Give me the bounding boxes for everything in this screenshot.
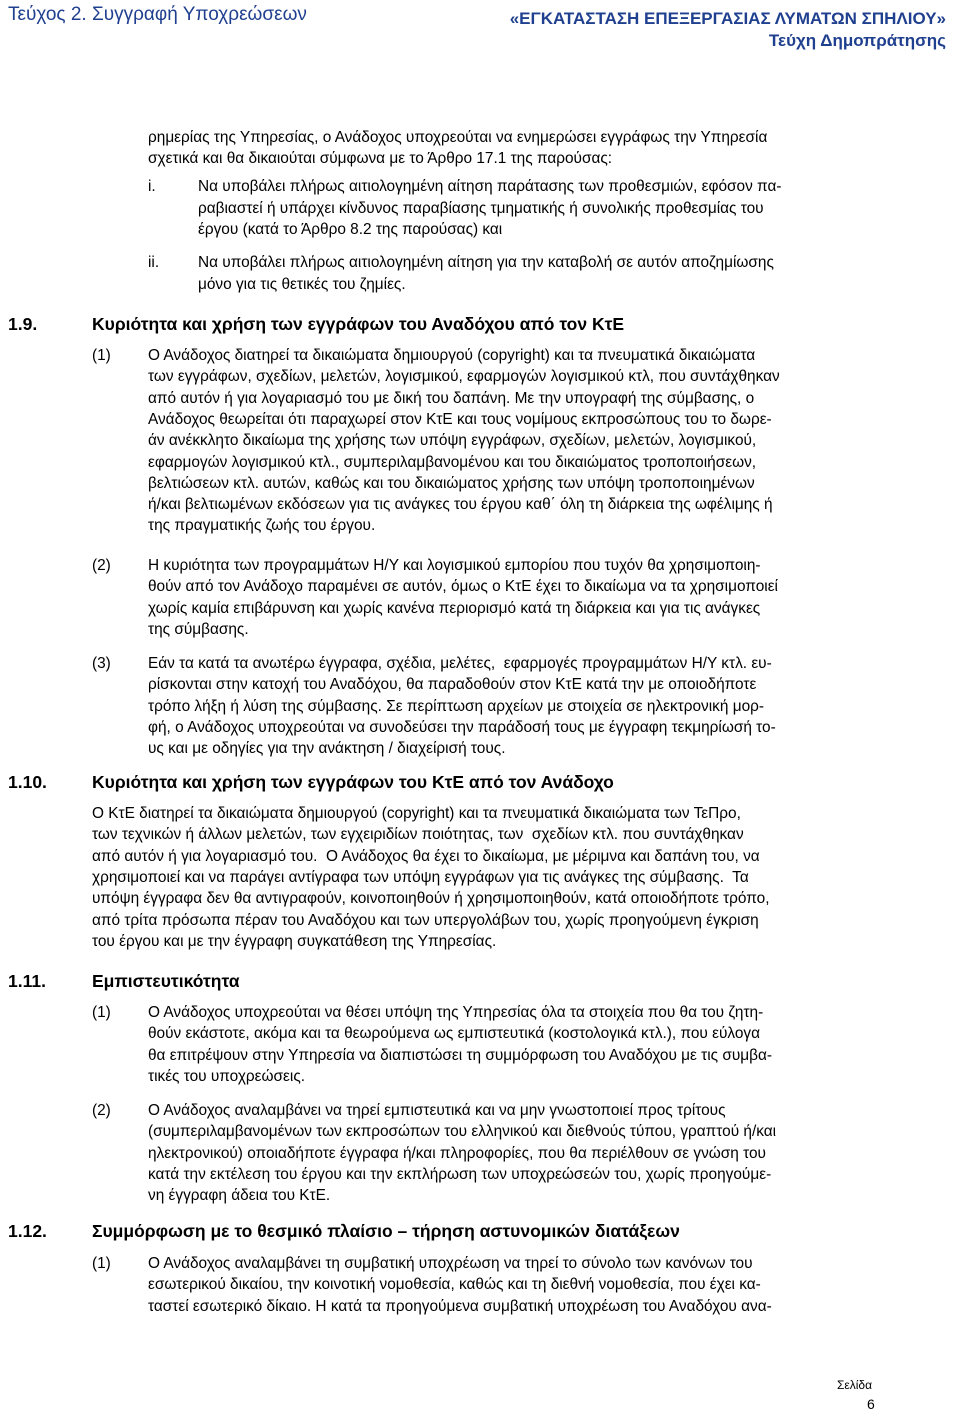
text-line: των εγγράφων, σχεδίων, μελετών, λογισμικού, εφαρμογών λογισμικού κτλ, που συντάχθηκαν [148,368,780,386]
text-line: Ανάδοχος θεωρείται ότι παραχωρεί στον ΚτΕ και τους νομίμους εκπροσώπους του το δωρε- [148,410,772,428]
header-project-title [510,8,946,52]
header-doc-title: Τεύχος 2. Συγγραφή Υποχρεώσεων [8,4,307,25]
paragraph-number: (1) [92,347,111,364]
text-line: ρίσκονται στην κατοχή του Αναδόχου, θα παραδοθούν στον ΚτΕ κατά την με οποιοδήποτε [148,676,757,694]
paragraph-number: (3) [92,655,111,672]
footer-page-label: Σελίδα [837,1378,873,1392]
text-line: τρόπο λήξη ή λύση της σύμβασης. Σε περίπτωση αρχείων με στοιχεία σε ηλεκτρονική μορ- [148,697,765,715]
text-line: φή, ο Ανάδοχος υποχρεούται να συνοδεύσει την παράδοσή τους με έγγραφη τεκμηρίωσή το- [148,718,776,736]
text-line: θούν από τον Ανάδοχο παραμένει σε αυτόν, όμως ο ΚτΕ έχει το δικαίωμα να τα χρησιμοποιεί [148,578,778,596]
text-line: Ο Ανάδοχος υποχρεούται να θέσει υπόψη της Υπηρεσίας όλα τα στοιχεία που θα του ζητη- [148,1004,764,1021]
text-line: μόνο για τις θετικές του ζημίες. [198,276,406,293]
text-line: Ο Ανάδοχος διατηρεί τα δικαιώματα δημιουργού (copyright) και τα πνευματικά δικαιώματα [148,347,756,364]
text-line: άν ανέκκλητο δικαίωμα της χρήσης των υπόψη εγγράφων, σχεδίων, μελετών, λογισμικού, [148,432,757,450]
text-line: της σύμβασης. [148,620,249,638]
text-line: τικές του υποχρεώσεις. [148,1067,306,1085]
section-title: Συμμόρφωση με το θεσμικό πλαίσιο – τήρηση αστυνομικών διατάξεων [92,1221,680,1241]
text-line: θούν εκάστοτε, ακόμα και τα θεωρούμενα ως εμπιστευτικά (κοστολογικά κτλ.), που εύλογα [148,1025,760,1043]
text-line: ταστεί εσωτερικό δίκαιο. Η κατά τα προηγούμενα συμβατική υποχρέωση του Αναδόχου ανα- [148,1297,772,1315]
footer-page-number: 6 [867,1396,875,1412]
text-line: χρησιμοποιεί και να παράγει αντίγραφα των υπόψη εγγράφων για τις ανάγκες της σύμβασης. Τα [92,868,749,886]
section-number: 1.12. [8,1221,47,1241]
text-line: εφαρμογών λογισμικού κτλ., συμπεριλαμβανομένου και του δικαιώματος τροποποιήσεων, [148,453,757,471]
text-line: της πραγματικής ζωής του έργου. [148,517,376,535]
text-line: Να υποβάλει πλήρως αιτιολογημένη αίτηση παράτασης των προθεσμιών, εφόσον πα- [198,178,782,195]
page-header [0,0,960,52]
section-title: Κυριότητα και χρήση των εγγράφων του ΚτΕ από τον Ανάδοχο [92,772,614,792]
paragraph-number: (2) [92,1102,111,1119]
text-line: νη έγγραφη άδεια του ΚτΕ. [148,1187,331,1205]
text-line: του έργου και με την έγγραφη συγκατάθεση της Υπηρεσίας. [92,932,497,950]
text-line: Εάν τα κατά τα ανωτέρω έγγραφα, σχέδια, μελέτες, εφαρμογές προγραμμάτων Η/Υ κτλ. ευ- [148,655,772,672]
list-marker: ii. [148,254,160,271]
text-line: ηλεκτρονικού) οποιαδήποτε έγγραφα ή/και πληροφορίες, που θα περιέλθουν σε γνώση του [148,1144,766,1162]
text-line: χωρίς καμία επιβάρυνση και χωρίς κανένα περιορισμό κατά τη διάρκεια και για τις ανάγκες [148,599,761,617]
paragraph-number: (1) [92,1004,111,1021]
text-line: Ο Ανάδοχος αναλαμβάνει τη συμβατική υποχρέωση να τηρεί το σύνολο των κανόνων του [148,1255,753,1272]
section-title: Κυριότητα και χρήση των εγγράφων του Αναδόχου από τον ΚτΕ [92,314,625,334]
text-line: (συμπεριλαμβανομένων των εκπροσώπων του ελληνικού και διεθνούς τύπου, γραπτού ή/και [148,1123,777,1141]
text-line: Ο Ανάδοχος αναλαμβάνει να τηρεί εμπιστευτικά και να μην γνωστοποιεί προς τρίτους [148,1102,726,1119]
text-line: ή/και βελτιωμένων εκδόσεων για τις ανάγκες του έργου καθ΄ όλη τη διάρκεια της ωφέλιμης ή [148,496,773,514]
text-line: υς και με οδηγίες για την ανάκτηση / διαχείρισή τους. [148,740,506,758]
section-number: 1.11. [8,971,46,991]
text-line: υπόψη έγγραφα δεν θα αντιγραφούν, κοινοποιηθούν ή χρησιμοποιηθούν, κατά οποιοδήποτε τρόπο, [92,890,770,908]
text-line: Να υποβάλει πλήρως αιτιολογημένη αίτηση για την καταβολή σε αυτόν αποζημίωσης [198,254,774,271]
text-line: από αυτόν ή για λογαριασμό του. Ο Ανάδοχος θα έχει το δικαίωμα, με μέριμνα και δαπάνη του, να [92,847,760,865]
list-marker: i. [148,178,156,195]
text-line: θα επιτρέψουν στην Υπηρεσία να διαπιστώσει τη συμμόρφωση του Αναδόχου με τις συμβα- [148,1046,772,1064]
paragraph-number: (1) [92,1255,111,1272]
header-subtitle: Τεύχη Δημοπράτησης [768,31,946,50]
paragraph-number: (2) [92,557,111,574]
text-line: βελτιώσεων κτλ. αυτών, καθώς και του δικαιώματος χρήσης των υπόψη τροποποιημένων [148,474,755,492]
text-line: ρημερίας της Υπηρεσίας, ο Ανάδοχος υποχρεούται να ενημερώσει εγγράφως την Υπηρεσία [148,129,768,146]
section-number: 1.10. [8,772,47,792]
text-line: Η κυριότητα των προγραμμάτων Η/Υ και λογισμικού εμπορίου που τυχόν θα χρησιμοποιη- [148,557,761,574]
text-line: των τεχνικών ή άλλων μελετών, των εγχειριδίων ποιότητας, των σχεδίων κτλ. που συντάχθηκαν [92,826,744,844]
text-line: από αυτόν ή για λογαριασμό του με δική του δαπάνη. Με την υπογραφή της σύμβασης, ο [148,389,755,407]
section-title: Εμπιστευτικότητα [92,971,240,991]
text-line: εσωτερικού δικαίου, την κοινοτική νομοθεσία, καθώς και τη διεθνή νομοθεσία, που έχει κα- [148,1276,761,1294]
text-line: ραβιαστεί ή υπάρχει κίνδυνος παραβίασης τμηματικής ή συνολικής προθεσμίας του [198,200,764,217]
text-line: σχετικά και θα δικαιούται σύμφωνα με το Άρθρο 17.1 της παρούσας: [148,150,613,167]
text-line: από τρίτα πρόσωπα πέραν του Αναδόχου και των υπεργολάβων του, χωρίς προηγούμενη έγκριση [92,911,759,929]
text-line: κατά την εκτέλεση του έργου και την εκπλήρωση των υποχρεώσεών του, χωρίς προηγούμε- [148,1165,772,1183]
section-number: 1.9. [8,314,38,334]
text-line: Ο ΚτΕ διατηρεί τα δικαιώματα δημιουργού (copyright) και τα πνευματικά δικαιώματα των ΤεΠρο, [92,805,741,822]
text-line: έργου (κατά το Άρθρο 8.2 της παρούσας) και [198,221,503,238]
header-project-name: «ΕΓΚΑΤΑΣΤΑΣΗ ΕΠΕΞΕΡΓΑΣΙΑΣ ΛΥΜΑΤΩΝ ΣΠΗΛΙΟΥ» [509,9,946,28]
